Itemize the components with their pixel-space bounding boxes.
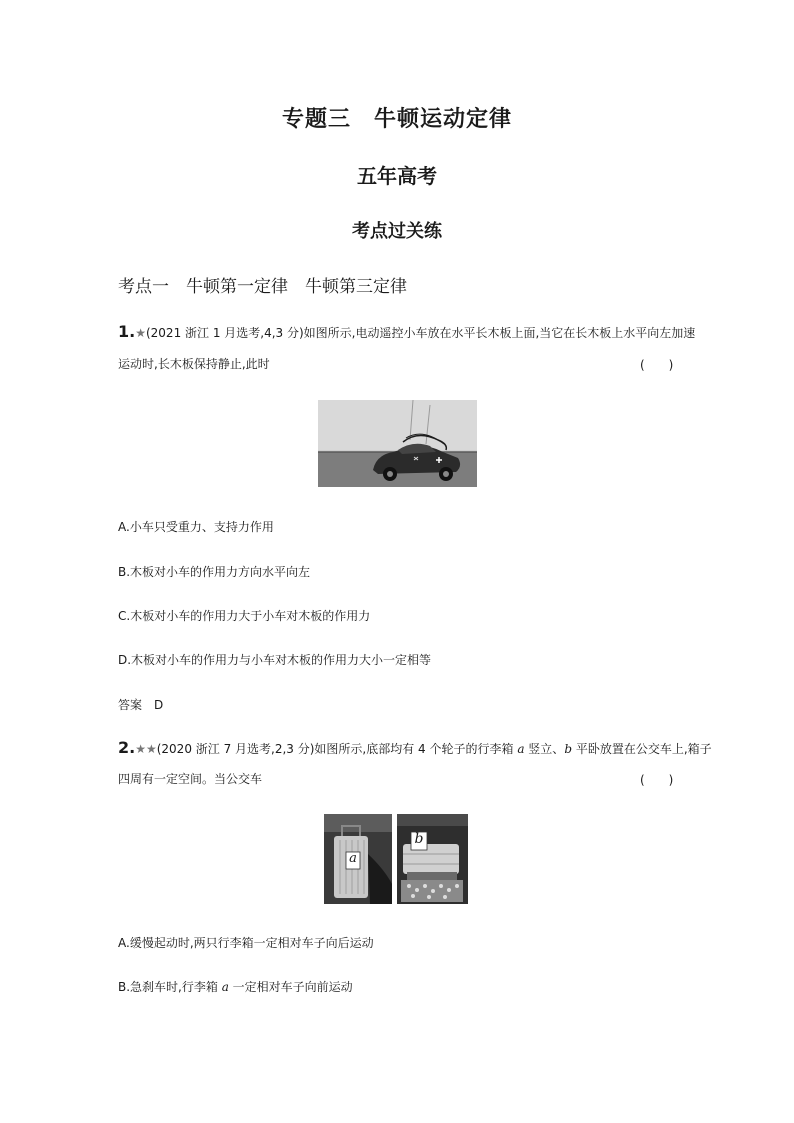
question-2-text-1a: (2020 浙江 7 月选考,2,3 分)如图所示,底部均有 4 个轮子的行李箱 [156, 742, 518, 756]
suitcase-a-label: a [349, 851, 357, 866]
question-1-answer-bracket: ( ) [640, 358, 674, 372]
difficulty-stars-icon: ★★ [135, 742, 157, 756]
difficulty-star-icon: ★ [135, 326, 146, 340]
question-2-text-2: 四周有一定空间。当公交车 [118, 772, 263, 786]
question-1-option-c: C.木板对小车的作用力大于小车对木板的作用力 [118, 609, 371, 623]
variable-a: a [517, 742, 525, 756]
question-2-option-a: A.缓慢起动时,两只行李箱一定相对车子向后运动 [118, 936, 374, 950]
rc-car-photo [318, 400, 477, 487]
question-2-option-b-suffix: 一定相对车子向前运动 [228, 980, 353, 994]
question-2-answer-bracket: ( ) [640, 773, 674, 787]
answer-value: D [154, 698, 164, 712]
question-2-text-1c: 平卧放置在公交车上,箱子 [572, 742, 712, 756]
question-1-text-2: 运动时,长木板保持静止,此时 [118, 357, 270, 371]
question-1-option-a: A.小车只受重力、支持力作用 [118, 520, 274, 534]
suitcase-a-photo [324, 814, 392, 904]
practice-title: 考点过关练 [352, 221, 442, 242]
subtitle: 五年高考 [357, 164, 437, 188]
question-2-option-b-prefix: B.急刹车时,行李箱 [118, 980, 222, 994]
answer-label: 答案 [118, 698, 143, 712]
question-1-text-1: (2021 浙江 1 月选考,4,3 分)如图所示,电动遥控小车放在水平长木板上面,当它在长木板上水平向左加速 [145, 326, 696, 340]
option-b-variable-a: a [221, 980, 229, 994]
question-1-option-b: B.木板对小车的作用力方向水平向左 [118, 565, 311, 579]
question-2-number: 2. [118, 738, 136, 757]
suitcase-b-graphic [397, 814, 468, 904]
question-1-option-d: D.木板对小车的作用力与小车对木板的作用力大小一定相等 [118, 653, 432, 667]
variable-b: b [564, 742, 572, 756]
suitcase-b-label: b [414, 831, 424, 847]
question-1-line-1 [118, 324, 695, 341]
rc-car-photo-graphic [318, 400, 477, 487]
section-title: 考点一 牛顿第一定律 牛顿第三定律 [118, 277, 407, 297]
question-1-answer [118, 696, 163, 713]
question-2-text-1b: 竖立、 [524, 742, 565, 756]
question-1-number: 1. [118, 322, 136, 341]
suitcase-b-photo [397, 814, 468, 904]
question-2-option-b [118, 978, 353, 995]
topic-title: 专题三 牛顿运动定律 [281, 107, 512, 132]
question-2-line-1 [118, 740, 712, 757]
